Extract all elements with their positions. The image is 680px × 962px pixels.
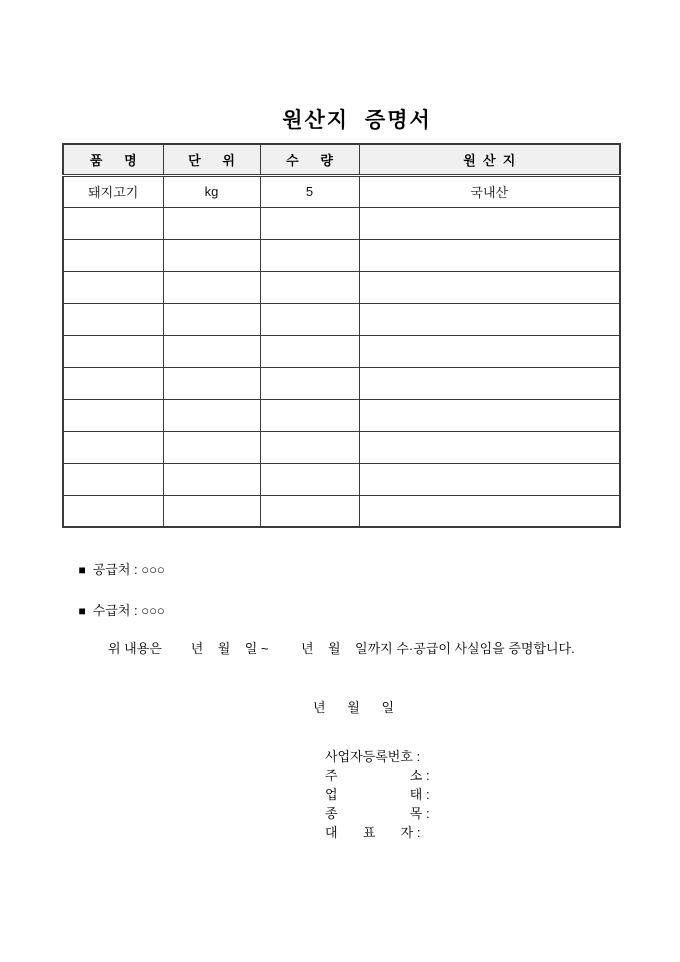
col-header-quantity: 수 량 (260, 144, 359, 175)
business-info-block (325, 747, 430, 842)
table-cell (163, 495, 260, 527)
table-cell (260, 399, 359, 431)
table-cell (359, 431, 620, 463)
table-row (63, 207, 620, 239)
representative-field: 대 표 자 : (325, 825, 421, 840)
receiver-line (64, 585, 165, 634)
table-cell (163, 335, 260, 367)
table-cell (163, 463, 260, 495)
table-cell (359, 335, 620, 367)
table-cell: 5 (260, 175, 359, 207)
table-row (63, 367, 620, 399)
table-row (63, 463, 620, 495)
table-cell (359, 303, 620, 335)
table-row (63, 175, 620, 207)
supplier-text: 공급처 : ○○○ (92, 562, 165, 577)
certification-statement: 위 내용은 년 월 일 ~ 년 월 일까지 수·공급이 사실임을 증명합니다. (108, 641, 575, 656)
table-cell (260, 207, 359, 239)
date-line: 년 월 일 (313, 700, 395, 715)
table-cell (359, 463, 620, 495)
table-cell (260, 303, 359, 335)
table-cell (359, 495, 620, 527)
table-cell (63, 495, 163, 527)
page-title: 원산지 증명서 (282, 109, 432, 132)
business-registration-number-field: 사업자등록번호 : (325, 749, 421, 764)
table-row (63, 431, 620, 463)
table-cell (163, 431, 260, 463)
col-header-unit: 단 위 (163, 144, 260, 175)
table-row (63, 271, 620, 303)
origin-table (62, 143, 621, 528)
table-cell (63, 303, 163, 335)
table-row (63, 303, 620, 335)
table-cell (63, 463, 163, 495)
square-bullet-icon: ■ (78, 604, 86, 618)
table-cell (63, 367, 163, 399)
table-cell (63, 399, 163, 431)
table-cell (163, 303, 260, 335)
table-cell (63, 335, 163, 367)
table-cell (260, 271, 359, 303)
table-cell (63, 239, 163, 271)
table-cell (260, 495, 359, 527)
table-cell (163, 399, 260, 431)
table-cell (63, 271, 163, 303)
table-cell (163, 271, 260, 303)
table-cell (260, 239, 359, 271)
business-type-field: 업 태 : (325, 787, 430, 802)
table-row (63, 239, 620, 271)
business-item-field: 종 목 : (325, 806, 430, 821)
square-bullet-icon: ■ (78, 563, 86, 577)
table-cell (260, 335, 359, 367)
table-cell: 국내산 (359, 175, 620, 207)
table-row (63, 399, 620, 431)
table-cell (163, 367, 260, 399)
col-header-item-name: 품 명 (63, 144, 163, 175)
table-cell (359, 207, 620, 239)
table-cell (163, 207, 260, 239)
table-cell (63, 431, 163, 463)
origin-table-body (63, 175, 620, 527)
header-row (63, 144, 620, 175)
table-row (63, 335, 620, 367)
table-cell: kg (163, 175, 260, 207)
table-cell (359, 271, 620, 303)
table-cell (260, 367, 359, 399)
table-cell (63, 207, 163, 239)
receiver-text: 수급처 : ○○○ (92, 603, 165, 618)
address-field: 주 소 : (325, 768, 430, 783)
table-cell (163, 239, 260, 271)
table-row (63, 495, 620, 527)
table-cell: 돼지고기 (63, 175, 163, 207)
table-cell (260, 431, 359, 463)
col-header-origin: 원 산 지 (359, 144, 620, 175)
table-cell (260, 463, 359, 495)
origin-table-header (63, 144, 620, 175)
table-cell (359, 399, 620, 431)
table-cell (359, 367, 620, 399)
table-cell (359, 239, 620, 271)
